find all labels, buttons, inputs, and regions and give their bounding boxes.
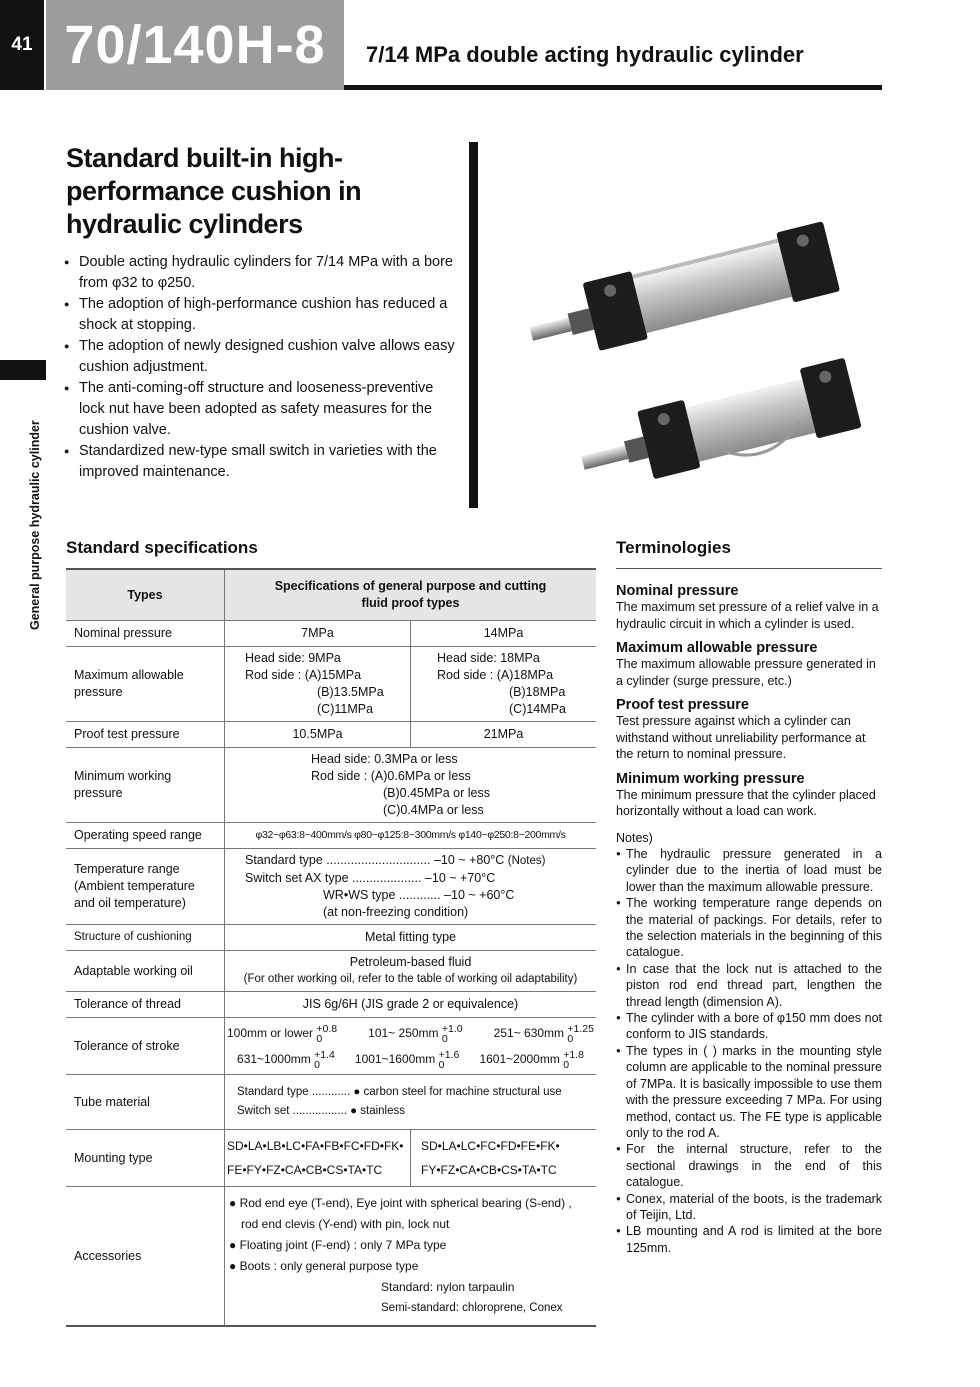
tol-upper: +1.0 xyxy=(441,1022,463,1035)
stroke-tolerance xyxy=(314,1050,335,1070)
table-row xyxy=(66,1018,596,1075)
specs-title: Standard specifications xyxy=(66,538,258,557)
tol-upper: +1.6 xyxy=(438,1048,460,1061)
stroke-range-text: 251~ 630mm xyxy=(493,1026,565,1040)
stroke-tolerance xyxy=(563,1050,584,1070)
table-row xyxy=(66,951,596,992)
term-title: Minimum working pressure xyxy=(616,770,805,787)
cell-7mpa: 7MPa xyxy=(225,621,411,647)
header-rule xyxy=(344,85,882,90)
page-number: 41 xyxy=(0,0,44,90)
table-row xyxy=(66,992,596,1018)
stroke-range-text: 631~1000mm xyxy=(237,1052,311,1066)
cell-line: (B)13.5MPa xyxy=(317,685,384,699)
tol-lower: 0 xyxy=(441,1032,448,1045)
temp-standard: Standard type .............................. –10 ~ +80°C xyxy=(245,853,505,867)
table-row xyxy=(66,1130,596,1187)
note-item: ● The cylinder with a bore of φ150 mm does not conform to JIS standards. xyxy=(616,1010,882,1043)
feature-list xyxy=(64,252,458,483)
tol-upper: +1.8 xyxy=(563,1048,584,1061)
cell-line: Semi-standard: chloroprene, Conex xyxy=(381,1302,563,1314)
stroke-range xyxy=(494,1020,594,1046)
cell-line: (at non-freezing condition) xyxy=(323,905,469,919)
tol-upper: +1.25 xyxy=(567,1022,594,1035)
stroke-tolerance xyxy=(439,1050,460,1070)
cell-line: Head side: 18MPa xyxy=(437,651,540,665)
cell-line: Head side: 9MPa xyxy=(245,651,341,665)
row-label: Nominal pressure xyxy=(66,621,225,647)
cell-value: JIS 6g/6H (JIS grade 2 or equivalence) xyxy=(225,992,597,1018)
stroke-row-1 xyxy=(227,1020,594,1046)
feature-item: ● Standardized new-type small switch in varieties with the improved maintenance. xyxy=(64,441,458,483)
cell-line: (For other working oil, refer to the table of working oil adaptability) xyxy=(243,973,578,985)
cell-7mpa xyxy=(225,647,411,722)
row-label: Proof test pressure xyxy=(66,722,225,748)
stroke-range xyxy=(368,1020,462,1046)
sidebar-label: General purpose hydraulic cylinder xyxy=(28,420,42,630)
table-row xyxy=(66,823,596,849)
term-title: Proof test pressure xyxy=(616,697,749,713)
cell-line: SD•LA•LC•FC•FD•FE•FK• xyxy=(421,1139,560,1153)
headline: Standard built-in high-performance cushion in hydraulic cylinders xyxy=(66,143,362,239)
cell-value xyxy=(225,951,597,992)
note-item: ● In case that the lock nut is attached to the piston rod end thread part, lengthen the thread length (dimension A). xyxy=(616,961,882,1010)
terms-rule xyxy=(616,568,882,569)
cell-value: Metal fitting type xyxy=(225,925,597,951)
notes-title: Notes) xyxy=(616,830,653,845)
cell-line: Rod side : (A)15MPa xyxy=(245,668,362,682)
table-row xyxy=(66,1075,596,1130)
cell-line: ● Boots : only general purpose type xyxy=(229,1259,419,1273)
cell-14mpa xyxy=(411,647,597,722)
row-label: Accessories xyxy=(66,1187,225,1327)
stroke-range-text: 1601~2000mm xyxy=(479,1052,560,1066)
cell-line: FE•FY•FZ•CA•CB•CS•TA•TC xyxy=(227,1163,383,1177)
table-row xyxy=(66,621,596,647)
cell-line: Rod side : (A)0.6MPa or less xyxy=(311,769,471,783)
cell-value xyxy=(225,849,597,925)
table-row xyxy=(66,647,596,722)
tol-lower: 0 xyxy=(314,1058,320,1071)
row-label: Structure of cushioning xyxy=(66,925,225,951)
cylinder-photo xyxy=(515,205,865,485)
stroke-tolerance xyxy=(567,1024,594,1044)
cell-line: (C)0.4MPa or less xyxy=(383,803,484,817)
row-label: Temperature range (Ambient temperature and oil temperature) xyxy=(66,849,225,925)
cell-line: Switch set AX type .................... –10 ~ +70°C xyxy=(245,871,496,885)
cell-line: FY•FZ•CA•CB•CS•TA•TC xyxy=(421,1163,557,1177)
row-label: Operating speed range xyxy=(66,823,225,849)
row-label: Maximum allowable pressure xyxy=(66,647,225,722)
row-label: Adaptable working oil xyxy=(66,951,225,992)
cell-14mpa: 14MPa xyxy=(411,621,597,647)
stroke-row-2 xyxy=(227,1046,594,1072)
temp-notes: (Notes) xyxy=(507,855,546,867)
feature-item: ● The anti-coming-off structure and looseness-preventive lock nut have been adopted as safety measures for the cushion valve. xyxy=(64,378,458,441)
stroke-range-text: 1001~1600mm xyxy=(354,1052,436,1066)
tol-lower: 0 xyxy=(438,1058,445,1071)
table-row xyxy=(66,925,596,951)
cell-line: SD•LA•LB•LC•FA•FB•FC•FD•FK• xyxy=(227,1139,404,1153)
cell-value xyxy=(225,1018,597,1075)
cell-line: (B)0.45MPa or less xyxy=(383,786,490,800)
term-title: Maximum allowable pressure xyxy=(616,640,818,656)
note-item: ● For the internal structure, refer to the sectional drawings in the end of this catalogue. xyxy=(616,1141,882,1190)
feature-item: ● The adoption of high-performance cushion has reduced a shock at stopping. xyxy=(64,294,458,336)
cell-line: ● Rod end eye (T-end), Eye joint with spherical bearing (S-end) , xyxy=(229,1196,572,1210)
row-label: Tube material xyxy=(66,1075,225,1130)
cell-value xyxy=(225,748,597,823)
stroke-range-text: 100mm or lower xyxy=(227,1026,314,1040)
cell-line: (C)11MPa xyxy=(317,702,374,716)
model-title: 70/140H-8 xyxy=(46,0,344,90)
cell-line: (B)18MPa xyxy=(509,685,566,699)
cell-line: Head side: 0.3MPa or less xyxy=(311,752,458,766)
terms-title: Terminologies xyxy=(616,538,731,557)
table-header-row xyxy=(66,569,596,621)
stroke-tolerance xyxy=(316,1024,337,1044)
tol-lower: 0 xyxy=(316,1032,323,1045)
spec-table xyxy=(66,568,596,1327)
cell-line xyxy=(245,852,588,870)
row-label: Mounting type xyxy=(66,1130,225,1187)
cell-14mpa: 21MPa xyxy=(411,722,597,748)
header-spec: Specifications of general purpose and cutting fluid proof types xyxy=(225,569,597,621)
cell-value xyxy=(225,1187,597,1327)
sidebar-tab xyxy=(0,360,46,380)
row-label: Minimum working pressure xyxy=(66,748,225,823)
feature-item: ● Double acting hydraulic cylinders for 7/14 MPa with a bore from φ32 to φ250. xyxy=(64,252,458,294)
vertical-divider xyxy=(469,142,478,508)
row-label: Tolerance of stroke xyxy=(66,1018,225,1075)
cell-line: Standard: nylon tarpaulin xyxy=(381,1280,515,1294)
cell-line: Switch set ................. ● stainless xyxy=(237,1105,405,1117)
stroke-range xyxy=(355,1046,459,1072)
stroke-range-text: 101~ 250mm xyxy=(368,1026,439,1040)
cell-7mpa xyxy=(225,1130,411,1187)
tol-lower: 0 xyxy=(563,1058,570,1071)
page-subtitle: 7/14 MPa double acting hydraulic cylinder xyxy=(366,42,804,67)
tol-upper: +1.4 xyxy=(314,1048,335,1061)
table-row xyxy=(66,1187,596,1327)
term-title: Nominal pressure xyxy=(616,583,739,599)
term-text: The maximum allowable pressure generated in a cylinder (surge pressure, etc.) xyxy=(616,657,876,688)
terms-list xyxy=(616,583,882,1256)
stroke-range xyxy=(237,1046,335,1072)
table-row xyxy=(66,722,596,748)
stroke-range xyxy=(479,1046,583,1072)
notes-list xyxy=(616,846,882,1256)
note-item: ● The hydraulic pressure generated in a cylinder due to the inertia of load must be lower than the maximum allowable pressure. xyxy=(616,846,882,895)
note-item: ● Conex, material of the boots, is the trademark of Teijin, Ltd. xyxy=(616,1191,882,1224)
cell-line: Petroleum-based fluid xyxy=(349,955,472,969)
cell-line: Rod side : (A)18MPa xyxy=(437,668,554,682)
table-row xyxy=(66,748,596,823)
cylinder-upper xyxy=(522,221,840,366)
tol-lower: 0 xyxy=(567,1032,574,1045)
note-item: ● The working temperature range depends on the material of packings. For details, refer to the selection materials in the beginning of this catalogue. xyxy=(616,895,882,961)
cell-value: φ32~φ63:8~400mm/s φ80~φ125:8~300mm/s φ140~φ250:8~200mm/s xyxy=(225,823,597,849)
stroke-tolerance xyxy=(442,1024,463,1044)
cylinder-lower xyxy=(574,358,862,485)
cell-line: (C)14MPa xyxy=(509,702,566,716)
cell-value xyxy=(225,1075,597,1130)
row-label: Tolerance of thread xyxy=(66,992,225,1018)
table-row xyxy=(66,849,596,925)
feature-item: ● The adoption of newly designed cushion valve allows easy cushion adjustment. xyxy=(64,336,458,378)
cell-7mpa: 10.5MPa xyxy=(225,722,411,748)
tol-upper: +0.8 xyxy=(316,1022,338,1035)
cell-line: Standard type ............ ● carbon steel for machine structural use xyxy=(237,1086,562,1098)
stroke-range xyxy=(227,1020,337,1046)
cell-line: ● Floating joint (F-end) : only 7 MPa type xyxy=(229,1238,447,1252)
note-item: ● LB mounting and A rod is limited at the bore 125mm. xyxy=(616,1223,882,1256)
note-item: ● The types in ( ) marks in the mounting style column are applicable to the nominal pressure of 7MPa. It is basically impossible to use them with the pressure exceeding 7 MPa. For using method, contact us. The FE type is applicable only to the rod A. xyxy=(616,1043,882,1141)
term-text: The maximum set pressure of a relief valve in a hydraulic circuit in which a cylinder is used. xyxy=(616,600,879,631)
cell-line: rod end clevis (Y-end) with pin, lock nut xyxy=(241,1217,450,1231)
header-types: Types xyxy=(66,569,225,621)
cell-14mpa xyxy=(411,1130,597,1187)
term-text: The minimum pressure that the cylinder placed horizontally without a load can work. xyxy=(616,787,876,818)
term-text: Test pressure against which a cylinder can withstand without unreliability performance at the return to nominal pressure. xyxy=(616,714,866,761)
cell-line: WR•WS type ............ –10 ~ +60°C xyxy=(323,888,515,902)
